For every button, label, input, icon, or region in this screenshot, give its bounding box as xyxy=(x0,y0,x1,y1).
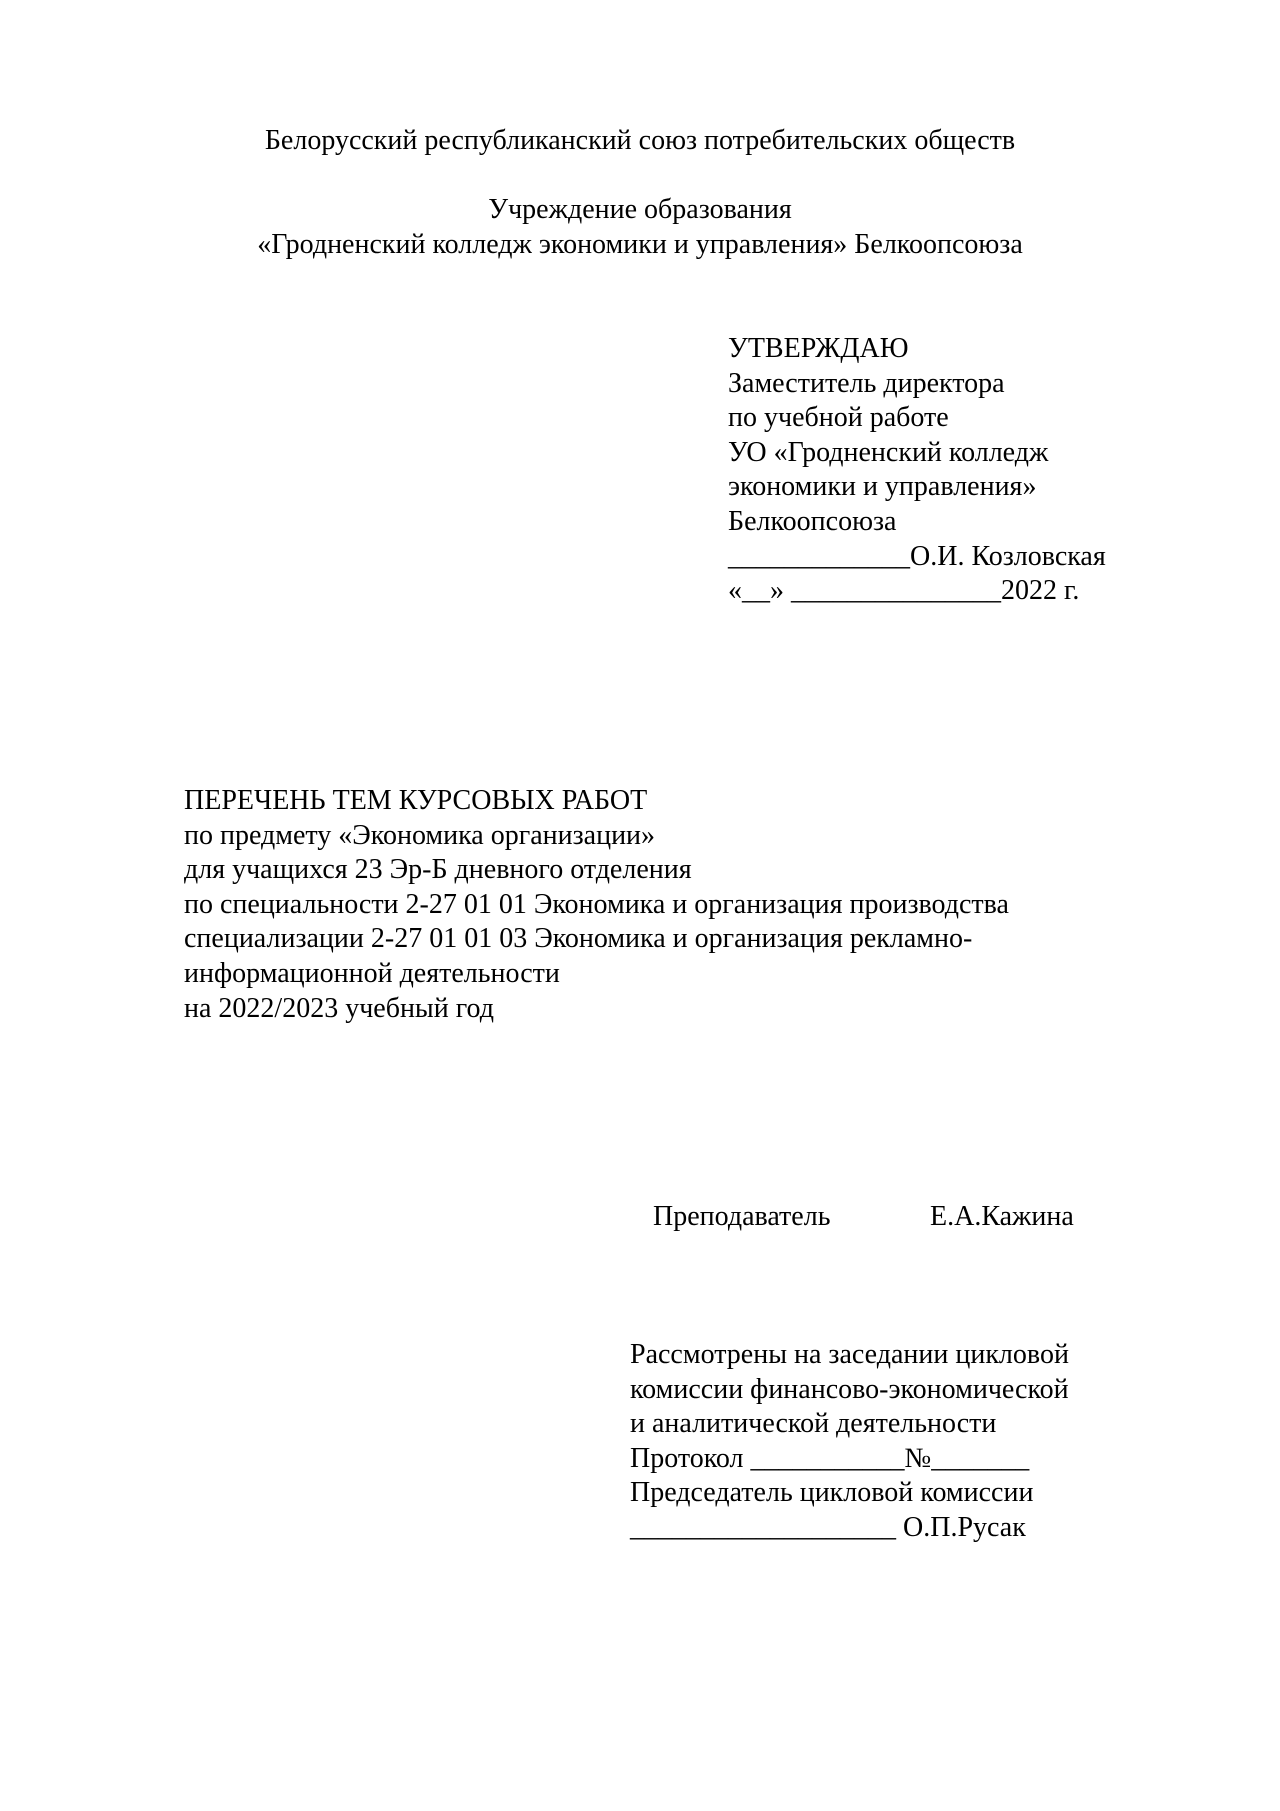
organization-line: Белорусский республиканский союз потребительских обществ xyxy=(264,125,1016,156)
approval-block xyxy=(728,332,1106,609)
commission-block xyxy=(630,1338,1069,1546)
document-title: ПЕРЕЧЕНЬ ТЕМ КУРСОВЫХ РАБОТ xyxy=(184,785,648,816)
approval-line: УТВЕРЖДАЮ xyxy=(728,333,909,364)
teacher-role: Преподаватель xyxy=(653,1201,831,1232)
title-line: по специальности 2-27 01 01 Экономика и организация производства xyxy=(184,888,1009,920)
commission-line: Председатель цикловой комиссии xyxy=(630,1477,1034,1509)
teacher-name: Е.А.Кажина xyxy=(930,1201,1074,1232)
approval-line: Белкоопсоюза xyxy=(728,505,897,537)
institution-line-1: Учреждение образования xyxy=(488,194,792,225)
approval-line: по учебной работе xyxy=(728,402,949,434)
commission-line: и аналитической деятельности xyxy=(630,1408,997,1440)
commission-line: Рассмотрены на заседании цикловой xyxy=(630,1339,1069,1370)
title-line: информационной деятельности xyxy=(184,957,560,989)
title-line: на 2022/2023 учебный год xyxy=(184,992,494,1024)
approval-line: Заместитель директора xyxy=(728,367,1005,399)
title-line: специализации 2-27 01 01 03 Экономика и организация рекламно- xyxy=(184,923,973,955)
chair-signature-line: ___________________ О.П.Русак xyxy=(630,1511,1026,1543)
approval-signature-line: _____________О.И. Козловская xyxy=(728,540,1106,572)
title-line: для учащихся 23 Эр-Б дневного отделения xyxy=(184,854,692,886)
protocol-line: Протокол ___________№_______ xyxy=(630,1442,1030,1474)
institution-line-2: «Гродненский колледж экономики и управления» Белкоопсоюза xyxy=(257,229,1023,260)
approval-line: экономики и управления» xyxy=(728,471,1037,503)
approval-date-line: «__» _______________2022 г. xyxy=(728,575,1080,607)
approval-line: УО «Гродненский колледж xyxy=(728,436,1049,468)
commission-line: комиссии финансово-экономической xyxy=(630,1373,1069,1405)
title-line: по предмету «Экономика организации» xyxy=(184,819,656,851)
title-block xyxy=(184,784,1009,1026)
